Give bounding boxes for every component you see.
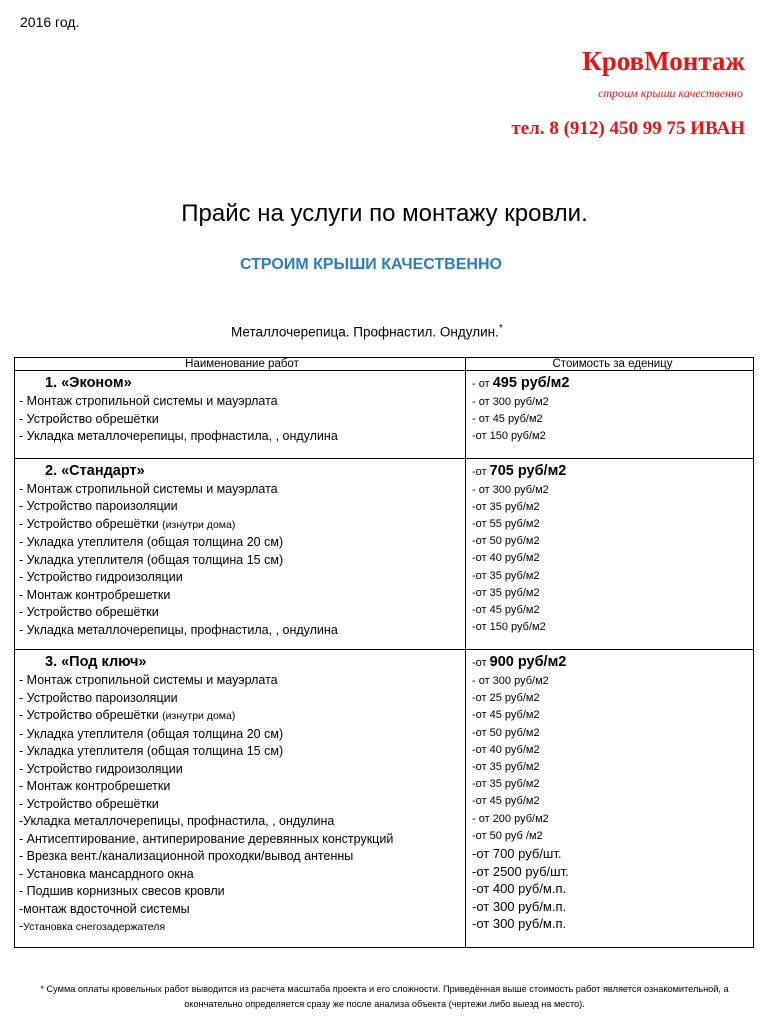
price-value: -от 2500 руб/шт. <box>472 863 569 879</box>
work-item-text: - Врезка вент./канализационной проходки/вывод антенны <box>19 849 354 863</box>
price-total-value: 900 руб/м2 <box>489 654 567 670</box>
work-item <box>19 778 465 796</box>
materials-line <box>231 323 503 340</box>
work-item-text: - Подшив корнизных свесов кровли <box>19 884 225 898</box>
work-item <box>19 883 465 901</box>
work-item <box>19 761 465 779</box>
price-total-value: 705 руб/м2 <box>489 462 567 479</box>
price-value: -от 35 руб/м2 <box>472 586 540 599</box>
price-value: -от 25 руб/м2 <box>472 692 540 705</box>
work-item-note: (изнутри дома) <box>162 518 236 531</box>
work-item <box>19 918 465 937</box>
price-value: - от 300 руб/м2 <box>472 675 549 687</box>
price-value: -от 45 руб/м2 <box>472 603 540 616</box>
work-item <box>19 866 465 884</box>
work-item <box>19 481 465 499</box>
price-value: -от 35 руб/м2 <box>472 778 540 791</box>
work-item <box>19 690 465 708</box>
work-item <box>19 587 465 605</box>
package-row <box>15 650 754 948</box>
price-value: -от 35 руб/м2 <box>472 569 540 582</box>
work-item <box>19 796 465 814</box>
work-item <box>19 569 465 587</box>
work-item <box>19 516 465 535</box>
materials-footnote-mark: * <box>498 323 503 334</box>
price-value: -от 40 руб/м2 <box>472 552 540 565</box>
footnote-line: * Сумма оплаты кровельных работ выводится из расчета масштаба проекта и его сложности. Приведённая выше стоимость работ является ознакомительной, а <box>40 984 729 994</box>
document-year: 2016 год. <box>20 14 80 30</box>
work-item-text: - Монтаж контробрешетки <box>19 779 171 793</box>
package-works-cell <box>15 371 466 459</box>
work-item-text: - Устройство обрешётки <box>19 516 163 531</box>
company-phone: тел. 8 (912) 450 99 75 ИВАН <box>511 118 745 139</box>
work-item <box>19 498 465 516</box>
work-item-text: - Монтаж стропильной системы и мауэрлата <box>19 394 278 408</box>
price-value: - от 300 руб/м2 <box>472 396 549 408</box>
company-brand: КровМонтаж <box>582 46 745 76</box>
work-item-text: - Монтаж контробрешетки <box>19 587 171 602</box>
work-item <box>19 552 465 570</box>
package-prices-cell <box>466 371 754 459</box>
work-item <box>19 428 465 446</box>
price-value: -от 50 руб/м2 <box>472 726 540 739</box>
work-item-text: - Устройство гидроизоляции <box>19 761 183 776</box>
work-item-text: - Устройство обрешётки <box>19 605 159 619</box>
work-item <box>19 813 465 831</box>
work-item-note: (изнутри дома) <box>162 710 236 722</box>
work-item <box>19 743 465 761</box>
work-item-text: - Укладка утеплителя (общая толщина 20 см) <box>19 535 284 549</box>
package-total-price <box>472 461 753 482</box>
work-item-text: - Укладка металлочерепицы, профнастила, , ондулина <box>19 429 338 443</box>
work-item-text: - Устройство гидроизоляции <box>19 570 183 584</box>
price-value: -от 50 руб /м2 <box>472 829 543 842</box>
work-item <box>19 707 465 726</box>
package-prices-cell <box>466 458 754 650</box>
column-header-price: Стоимость за еденицу <box>466 358 754 371</box>
price-value: - от 300 руб/м2 <box>472 483 549 496</box>
work-item <box>19 393 465 411</box>
price-value: -от 300 руб/м.п. <box>472 916 567 932</box>
price-table-header <box>15 358 754 371</box>
work-item-note: Установка снегозадержателя <box>23 921 166 933</box>
page-title: Прайс на услуги по монтажу кровли. <box>181 200 588 227</box>
price-value: -от 300 руб/м.п. <box>472 898 567 914</box>
price-prefix: - от <box>472 378 493 390</box>
work-item <box>19 726 465 744</box>
column-header-work: Наименование работ <box>15 358 466 371</box>
work-item <box>19 622 465 640</box>
company-slogan: строим крыши качественно <box>598 86 743 100</box>
work-item-text: - Устройство обрешётки <box>19 708 163 722</box>
work-item-text: - Монтаж стропильной системы и мауэрлата <box>19 673 278 687</box>
footnote <box>10 982 759 1012</box>
price-value: -от 40 руб/м2 <box>472 743 540 756</box>
price-value: -от 700 руб/шт. <box>472 846 562 862</box>
price-value: -от 45 руб/м2 <box>472 709 540 722</box>
work-item-text: - Антисептирование, антиперирование деревянных конструкций <box>19 831 394 846</box>
work-item-text: - Установка мансардного окна <box>19 866 194 881</box>
work-item <box>19 831 465 849</box>
page-subtitle: СТРОИМ КРЫШИ КАЧЕСТВЕННО <box>240 256 502 273</box>
work-item-text: - Устройство пароизоляции <box>19 690 178 705</box>
price-value: -от 35 руб/м2 <box>472 500 540 513</box>
work-item-text: - <box>19 919 24 933</box>
work-item <box>19 901 465 919</box>
price-value: -от 45 руб/м2 <box>472 795 540 808</box>
footnote-line: окончательно определяется сразу же после анализа объекта (чертежи либо выезд на место). <box>184 999 585 1009</box>
work-item <box>19 534 465 552</box>
package-name: 3. «Под ключ» <box>45 654 147 670</box>
work-item-text: - Укладка утеплителя (общая толщина 15 см) <box>19 744 284 758</box>
price-total-value: 495 руб/м2 <box>492 375 570 391</box>
package-total-price <box>472 373 753 394</box>
package-total-price <box>472 652 753 673</box>
package-name: 1. «Эконом» <box>45 375 132 391</box>
materials-text: Металлочерепица. Профнастил. Ондулин. <box>231 324 499 340</box>
price-value: -от 150 руб/м2 <box>472 621 546 634</box>
price-value: -от 150 руб/м2 <box>472 430 546 443</box>
price-prefix: -от <box>472 465 490 478</box>
work-item-text: - Устройство обрешётки <box>19 411 159 426</box>
work-item-text: - Монтаж стропильной системы и мауэрлата <box>19 481 278 496</box>
work-item <box>19 672 465 690</box>
price-value: -от 55 руб/м2 <box>472 517 540 530</box>
price-table-body <box>15 371 754 948</box>
price-value: -от 50 руб/м2 <box>472 535 540 548</box>
work-item <box>19 604 465 622</box>
package-works-cell <box>15 458 466 650</box>
work-item-text: - Укладка утеплителя (общая толщина 15 см) <box>19 552 284 567</box>
package-works-cell <box>15 650 466 948</box>
price-value: - от 200 руб/м2 <box>472 812 549 825</box>
work-item <box>19 848 465 866</box>
price-value: -от 400 руб/м.п. <box>472 881 567 897</box>
work-item-text: - Устройство обрешётки <box>19 796 159 811</box>
package-prices-cell <box>466 650 754 948</box>
work-item-text: - Укладка утеплителя (общая толщина 20 см) <box>19 726 284 741</box>
work-item-text: -монтаж вдосточной системы <box>19 901 190 916</box>
work-item-text: -Укладка металлочерепицы, профнастила, , ондулина <box>19 814 335 828</box>
package-name: 2. «Стандарт» <box>45 462 145 479</box>
price-table <box>14 357 754 948</box>
work-item-text: - Укладка металлочерепицы, профнастила, , ондулина <box>19 622 338 637</box>
work-item <box>19 411 465 429</box>
package-row <box>15 458 754 650</box>
work-item-text: - Устройство пароизоляции <box>19 499 178 513</box>
package-row <box>15 371 754 459</box>
price-value: - от 45 руб/м2 <box>472 413 543 426</box>
price-prefix: -от <box>472 657 490 669</box>
price-value: -от 35 руб/м2 <box>472 761 540 774</box>
